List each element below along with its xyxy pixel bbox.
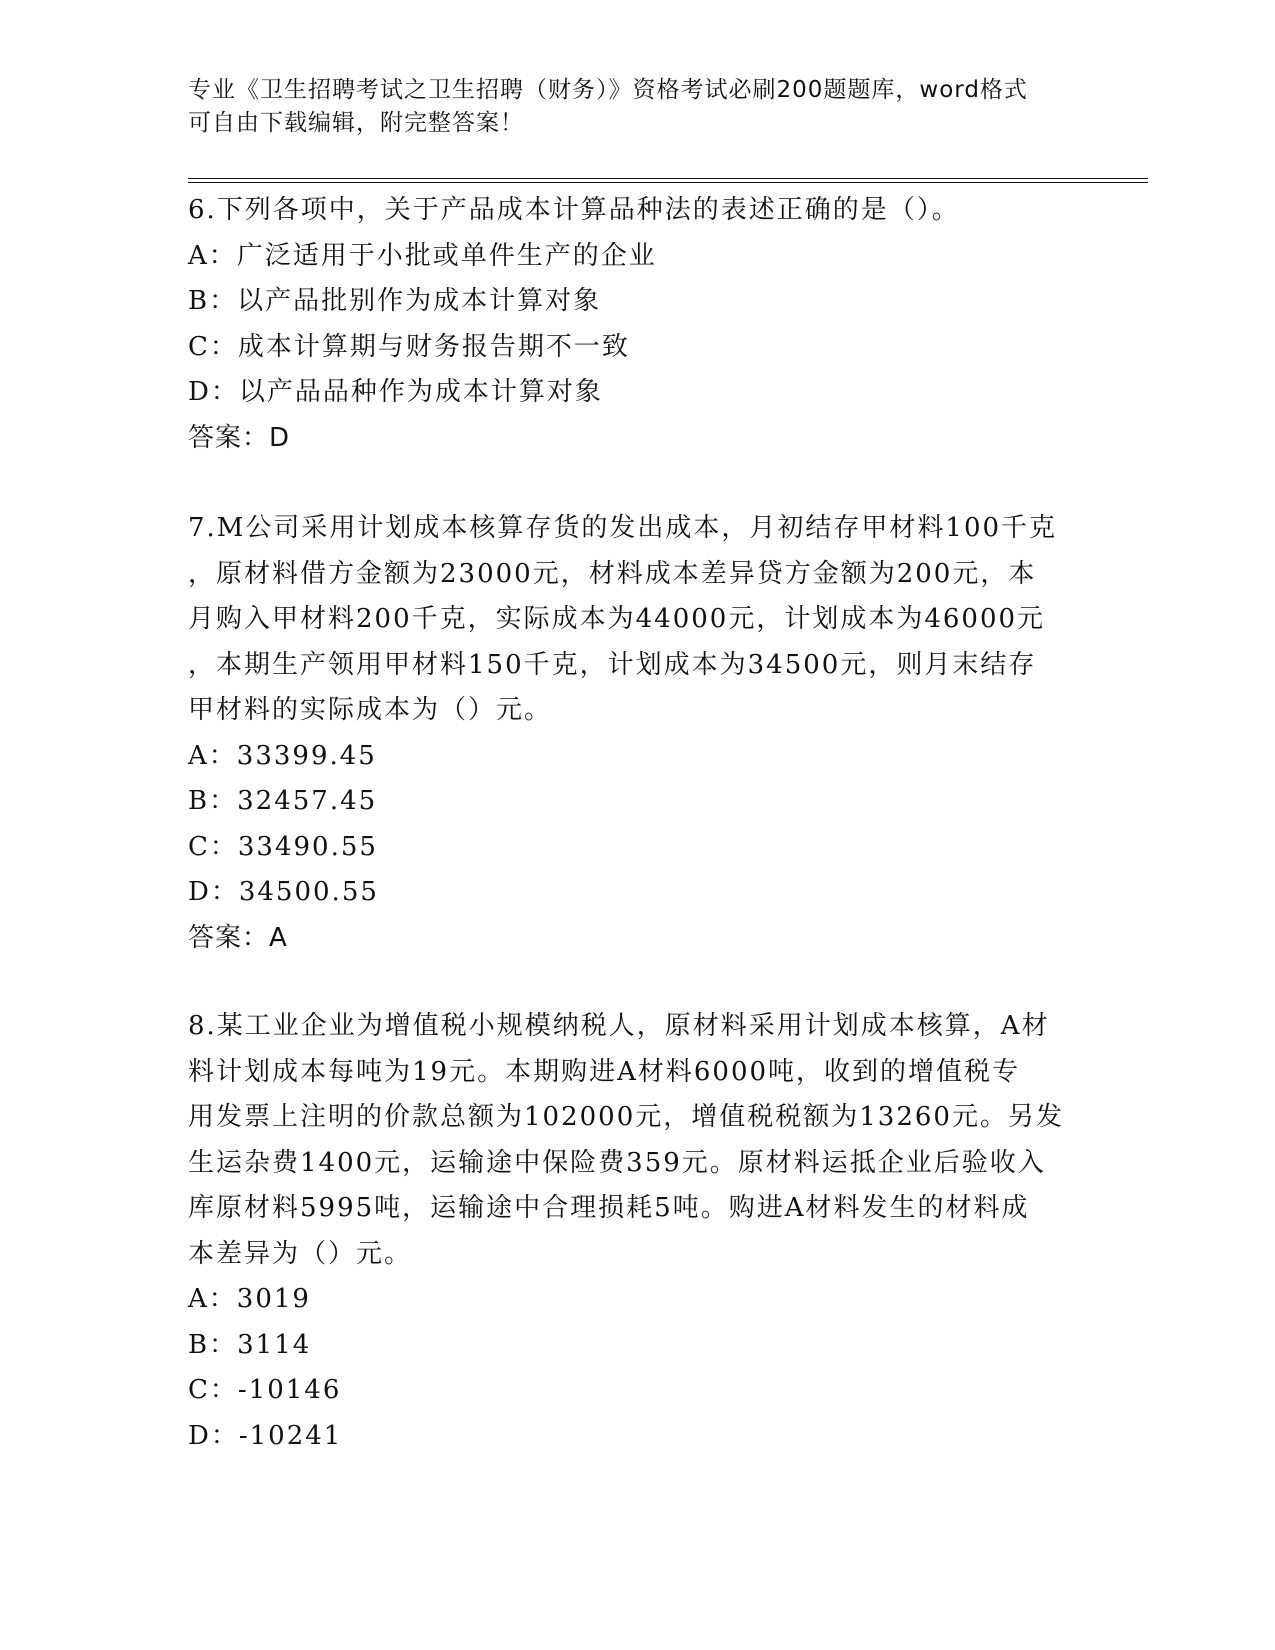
header-line-2: 可自由下载编辑，附完整答案！	[188, 110, 524, 136]
question-text-line: 7.M公司采用计划成本核算存货的发出成本，月初结存甲材料100千克	[188, 513, 1058, 543]
question-text-line: 月购入甲材料200千克，实际成本为44000元，计划成本为46000元	[188, 604, 1046, 634]
question-text-line: ，原材料借方金额为23000元，材料成本差异贷方金额为200元，本	[188, 558, 1037, 589]
question-text-line: 库原材料5995吨，运输途中合理损耗5吨。购进A材料发生的材料成	[188, 1193, 1030, 1223]
header-line-1: 专业《卫生招聘考试之卫生招聘（财务）》资格考试必刷200题题库，word格式	[188, 77, 1028, 103]
question-7	[188, 506, 1088, 961]
header-double-rule	[188, 178, 1148, 184]
option-d: D：以产品品种作为成本计算对象	[188, 377, 603, 407]
question-6	[188, 188, 1088, 461]
question-text-line: 8.某工业企业为增值税小规模纳税人，原材料采用计划成本核算，A材	[188, 1011, 1050, 1041]
answer: 答案：D	[188, 422, 291, 453]
document-header	[188, 74, 1088, 140]
question-text-line: 生运杂费1400元，运输途中保险费359元。原材料运抵企业后验收入	[188, 1147, 1046, 1178]
option-a: A：3019	[188, 1284, 311, 1314]
question-text-line: 甲材料的实际成本为（）元。	[188, 695, 553, 725]
option-d: D：-10241	[188, 1420, 343, 1451]
question-text-line: 料计划成本每吨为19元。本期购进A材料6000吨，收到的增值税专	[188, 1056, 1021, 1087]
option-c: C：成本计算期与财务报告期不一致	[188, 331, 630, 362]
question-text-line: 用发票上注明的价款总额为102000元，增值税税额为13260元。另发	[188, 1102, 1064, 1132]
question-text-line: 本差异为（）元。	[188, 1238, 413, 1269]
answer: 答案：A	[188, 922, 288, 953]
option-c: C：-10146	[188, 1375, 342, 1405]
option-a: A：广泛适用于小批或单件生产的企业	[188, 240, 657, 271]
option-b: B：3114	[188, 1329, 312, 1360]
question-text-line: ，本期生产领用甲材料150千克，计划成本为34500元，则月末结存	[188, 649, 1037, 680]
option-c: C：33490.55	[188, 831, 378, 862]
option-b: B：以产品批别作为成本计算对象	[188, 286, 602, 316]
option-a: A：33399.45	[188, 740, 377, 771]
option-d: D：34500.55	[188, 877, 379, 907]
question-8	[188, 1004, 1088, 1459]
option-b: B：32457.45	[188, 786, 378, 816]
question-text-line: 6.下列各项中，关于产品成本计算品种法的表述正确的是（）。	[188, 195, 960, 225]
